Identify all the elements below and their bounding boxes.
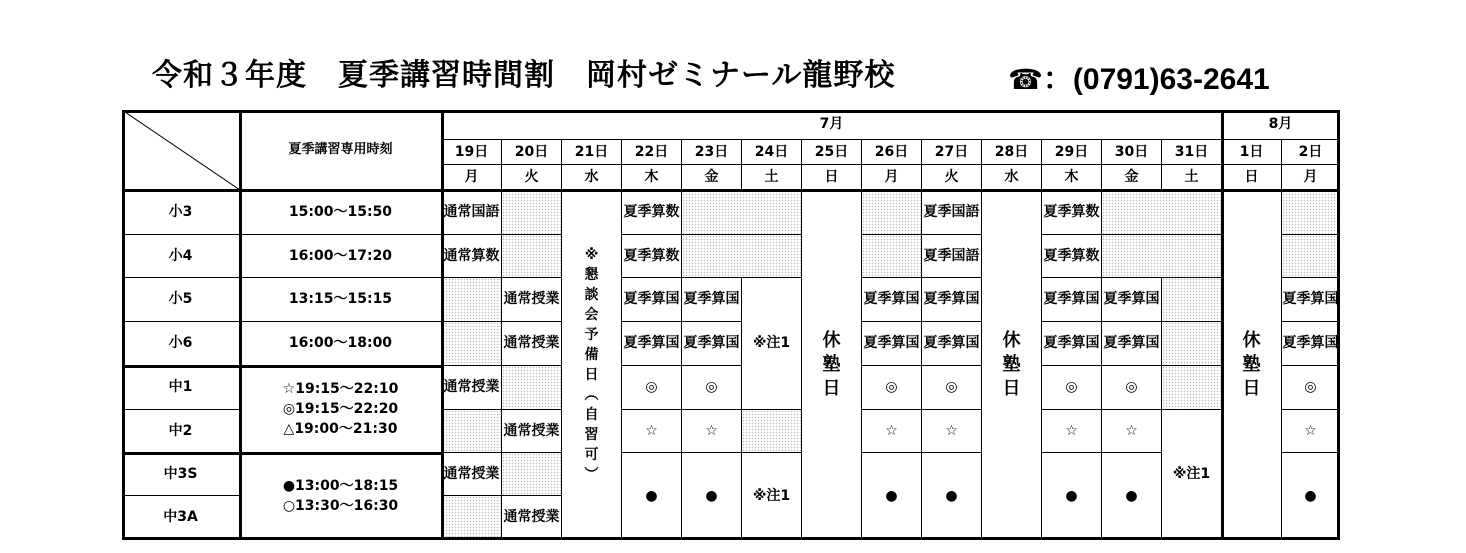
grade-label xyxy=(122,453,240,496)
telephone-icon: ☎ xyxy=(1008,63,1043,96)
cell-text: ● xyxy=(1304,487,1317,504)
cell-text: ◎ xyxy=(1125,379,1138,395)
cell-text: ◎ xyxy=(645,379,658,395)
cell-text: ☆ xyxy=(1304,422,1317,439)
cell-text: 夏季 xyxy=(1043,291,1072,307)
cell-text: 算数 xyxy=(1071,203,1100,220)
cell-text: 小6 xyxy=(168,335,193,351)
class-cell xyxy=(922,278,982,322)
table-cell xyxy=(1162,366,1222,410)
cell-text: ●13:00～18:15 xyxy=(282,478,399,494)
date-header xyxy=(862,140,922,165)
date-header xyxy=(1222,140,1282,165)
cell-text: 25日 xyxy=(814,143,849,160)
class-cell xyxy=(442,453,502,496)
cell-text: 16:00～18:00 xyxy=(288,335,393,351)
cell-text: 夏季 xyxy=(1103,335,1132,351)
page-title: 令和３年度 夏季講習時間割 岡村ゼミナール龍野校 xyxy=(152,58,896,93)
cell-text: 授業 xyxy=(471,465,500,482)
class-cell xyxy=(622,453,682,540)
cell-text: 日 xyxy=(1002,377,1021,399)
cell-text: 授業 xyxy=(471,379,500,395)
cell-text: 休 xyxy=(1002,329,1021,351)
cell-text: 木 xyxy=(1064,168,1079,185)
cell-text: 授業 xyxy=(531,422,560,439)
cell-text: 通常 xyxy=(443,203,472,220)
date-header xyxy=(682,140,742,165)
cell-text: 金 xyxy=(1124,168,1139,185)
weekday-header xyxy=(922,165,982,190)
cell-text: ● xyxy=(705,487,718,504)
cell-text: ☆19:15～22:10 xyxy=(282,381,399,397)
class-cell xyxy=(622,410,682,453)
cell-text: 夏季講習専用時刻 xyxy=(288,142,393,157)
cell-text: 夏季 xyxy=(623,247,652,264)
cell-text: 算国 xyxy=(1310,335,1339,351)
class-cell xyxy=(622,190,682,235)
cell-text: 月 xyxy=(464,168,479,185)
cell-text: ◎ xyxy=(945,379,958,395)
cell-text: 水 xyxy=(584,168,599,185)
cell-text: 金 xyxy=(704,168,719,185)
table-cell xyxy=(862,235,922,278)
table-cell xyxy=(1102,190,1222,235)
conference-reserve-day xyxy=(562,190,622,540)
class-cell xyxy=(922,366,982,410)
cell-text: 塾 xyxy=(1002,353,1021,375)
closed-day xyxy=(982,190,1042,540)
cell-text: 夏季 xyxy=(923,291,952,307)
class-cell xyxy=(502,278,562,322)
cell-text: 夏季 xyxy=(863,335,892,351)
class-cell xyxy=(682,453,742,540)
cell-text: 火 xyxy=(524,168,539,185)
cell-text: 24日 xyxy=(754,143,789,160)
time-slot xyxy=(240,235,442,278)
cell-text: 日 xyxy=(822,377,841,399)
cell-text: 夏季 xyxy=(1282,291,1311,307)
time-slot xyxy=(240,278,442,322)
date-header xyxy=(442,140,502,165)
table-cell xyxy=(682,190,802,235)
cell-text: 中3S xyxy=(163,465,198,482)
class-cell xyxy=(682,366,742,410)
cell-text: ☆ xyxy=(1065,422,1078,439)
cell-text: 国語 xyxy=(951,203,980,220)
grade-label xyxy=(122,190,240,235)
table-cell xyxy=(502,366,562,410)
cell-text: 日 xyxy=(1244,168,1259,185)
thick-divider xyxy=(1221,110,1224,540)
cell-text: ● xyxy=(885,487,898,504)
month-header-july xyxy=(442,110,1222,140)
class-cell xyxy=(622,322,682,366)
cell-text: 塾 xyxy=(822,353,841,375)
class-cell xyxy=(862,278,922,322)
class-cell xyxy=(862,410,922,453)
time-slot xyxy=(240,190,442,235)
cell-text: 通常 xyxy=(443,379,472,395)
cell-text: 夏季 xyxy=(623,335,652,351)
class-cell xyxy=(922,235,982,278)
corner-diagonal-cell xyxy=(122,110,240,190)
cell-text: 23日 xyxy=(694,143,729,160)
cell-text: 通常 xyxy=(443,247,472,264)
cell-text: 通常 xyxy=(443,465,472,482)
cell-text: 算国 xyxy=(1071,335,1100,351)
weekday-header xyxy=(742,165,802,190)
cell-text: 算国 xyxy=(951,335,980,351)
date-header xyxy=(622,140,682,165)
cell-text: ☆ xyxy=(1125,422,1138,439)
cell-text: 算国 xyxy=(1071,291,1100,307)
cell-text: 算数 xyxy=(651,247,680,264)
cell-text: 30日 xyxy=(1114,143,1149,160)
cell-text: 木 xyxy=(644,168,659,185)
cell-text: 算国 xyxy=(1131,291,1160,307)
class-cell xyxy=(1102,453,1162,540)
weekday-header xyxy=(1042,165,1102,190)
class-cell xyxy=(922,190,982,235)
cell-text: 通常 xyxy=(503,509,532,525)
class-cell xyxy=(1042,190,1102,235)
class-cell xyxy=(502,496,562,540)
table-cell xyxy=(502,190,562,235)
weekday-header xyxy=(622,165,682,190)
date-header xyxy=(982,140,1042,165)
table-cell xyxy=(442,410,502,453)
date-header xyxy=(802,140,862,165)
cell-text: ◎ xyxy=(885,379,898,395)
cell-text: ● xyxy=(645,487,658,504)
cell-text: 予 xyxy=(584,326,599,343)
time-column-header xyxy=(240,110,442,190)
class-cell xyxy=(442,190,502,235)
cell-text: △19:00～21:30 xyxy=(283,421,398,437)
cell-text: ● xyxy=(945,487,958,504)
cell-text: 中3A xyxy=(163,509,198,525)
cell-text: ● xyxy=(1125,487,1138,504)
cell-text: 28日 xyxy=(994,143,1029,160)
date-header xyxy=(1282,140,1340,165)
cell-text: 夏季 xyxy=(623,291,652,307)
table-cell xyxy=(862,190,922,235)
class-cell xyxy=(442,366,502,410)
cell-text: 8月 xyxy=(1268,116,1293,132)
diagonal-line xyxy=(122,110,240,190)
class-cell xyxy=(1042,278,1102,322)
cell-text: ※ xyxy=(584,246,599,263)
weekday-header xyxy=(1162,165,1222,190)
class-cell xyxy=(1282,453,1340,540)
cell-text: 授業 xyxy=(531,291,560,307)
cell-text: 小4 xyxy=(168,247,193,264)
cell-text: 算国 xyxy=(711,335,740,351)
cell-text: 日 xyxy=(1242,377,1261,399)
cell-text: 談 xyxy=(584,286,599,303)
class-cell xyxy=(622,278,682,322)
date-header xyxy=(1042,140,1102,165)
cell-text: 31日 xyxy=(1174,143,1209,160)
cell-text: ☆ xyxy=(705,422,718,439)
cell-text: ※注1 xyxy=(1172,466,1211,482)
cell-text: ◎ xyxy=(705,379,718,395)
closed-day xyxy=(1222,190,1282,540)
cell-text: ※注1 xyxy=(752,335,791,351)
class-cell xyxy=(1042,453,1102,540)
class-cell xyxy=(1282,322,1340,366)
cell-text: 19日 xyxy=(454,143,489,160)
cell-text: 土 xyxy=(1184,168,1199,185)
cell-text: 懇 xyxy=(584,266,599,283)
cell-text: 16:00～17:20 xyxy=(288,247,393,264)
cell-text: 27日 xyxy=(934,143,969,160)
cell-text: ○13:30～16:30 xyxy=(282,498,399,514)
class-cell xyxy=(1042,366,1102,410)
class-cell xyxy=(502,410,562,453)
date-header xyxy=(502,140,562,165)
cell-text: 1日 xyxy=(1239,143,1264,160)
class-cell xyxy=(622,366,682,410)
cell-text: 算国 xyxy=(651,291,680,307)
phone-number-text: ：(0791)63-2641 xyxy=(1042,63,1270,96)
grade-label xyxy=(122,410,240,453)
date-header xyxy=(922,140,982,165)
cell-text: ☆ xyxy=(645,422,658,439)
class-cell xyxy=(862,366,922,410)
class-cell xyxy=(442,235,502,278)
cell-text: 授業 xyxy=(531,509,560,525)
cell-text: 小5 xyxy=(168,291,193,307)
table-cell xyxy=(1282,235,1340,278)
cell-text: 算国 xyxy=(891,335,920,351)
weekday-header xyxy=(802,165,862,190)
cell-text: ◎ xyxy=(1065,379,1078,395)
class-cell xyxy=(682,278,742,322)
cell-text: 算国 xyxy=(711,291,740,307)
cell-text: ☆ xyxy=(885,422,898,439)
cell-text: 夏季 xyxy=(1282,335,1311,351)
table-cell xyxy=(742,410,802,453)
class-cell xyxy=(1102,410,1162,453)
table-cell xyxy=(442,496,502,540)
cell-text: 夏季 xyxy=(1043,203,1072,220)
cell-text: 夏季 xyxy=(1043,247,1072,264)
class-cell xyxy=(1102,322,1162,366)
cell-text: 習 xyxy=(584,426,599,443)
table-cell xyxy=(1162,322,1222,366)
cell-text: 中1 xyxy=(168,379,193,395)
cell-text: 夏季 xyxy=(923,335,952,351)
cell-text: 中2 xyxy=(168,422,193,439)
class-cell xyxy=(862,322,922,366)
weekday-header xyxy=(562,165,622,190)
cell-text: 2日 xyxy=(1298,143,1323,160)
grade-label xyxy=(122,366,240,410)
cell-text: 可 xyxy=(584,446,599,463)
cell-text: 火 xyxy=(944,168,959,185)
cell-text: 月 xyxy=(884,168,899,185)
cell-text: 自 xyxy=(584,406,599,423)
cell-text: 土 xyxy=(764,168,779,185)
cell-text: 22日 xyxy=(634,143,669,160)
cell-text: 国語 xyxy=(951,247,980,264)
class-cell xyxy=(922,410,982,453)
table-cell xyxy=(682,235,802,278)
note-cell xyxy=(742,453,802,540)
weekday-header xyxy=(1222,165,1282,190)
cell-text: 月 xyxy=(1303,168,1318,185)
cell-text: 夏季 xyxy=(863,291,892,307)
weekday-header xyxy=(1102,165,1162,190)
cell-text: 通常 xyxy=(503,291,532,307)
cell-text: 13:15～15:15 xyxy=(288,291,393,307)
weekday-header xyxy=(982,165,1042,190)
class-cell xyxy=(922,453,982,540)
cell-text: 算数 xyxy=(1071,247,1100,264)
time-slot xyxy=(240,322,442,366)
class-cell xyxy=(1102,278,1162,322)
date-header xyxy=(742,140,802,165)
thick-divider xyxy=(441,110,444,540)
cell-text: 算国 xyxy=(951,291,980,307)
cell-text: 15:00～15:50 xyxy=(288,203,393,220)
weekday-header xyxy=(502,165,562,190)
weekday-header xyxy=(1282,165,1340,190)
cell-text: ● xyxy=(1065,487,1078,504)
cell-text: 水 xyxy=(1004,168,1019,185)
cell-text: 算国 xyxy=(1131,335,1160,351)
cell-text: 20日 xyxy=(514,143,549,160)
cell-text: 日 xyxy=(584,366,599,383)
cell-text: 21日 xyxy=(574,143,609,160)
cell-text: 休 xyxy=(822,329,841,351)
cell-text: 備 xyxy=(584,346,599,363)
cell-text: 授業 xyxy=(531,335,560,351)
cell-text: 26日 xyxy=(874,143,909,160)
cell-text: ◎19:15～22:20 xyxy=(282,401,399,417)
grade-label xyxy=(122,278,240,322)
class-cell xyxy=(922,322,982,366)
thick-divider xyxy=(122,365,442,368)
cell-text: ︵ xyxy=(584,386,599,403)
cell-text: 夏季 xyxy=(683,335,712,351)
cell-text: 夏季 xyxy=(1103,291,1132,307)
cell-text: ☆ xyxy=(945,422,958,439)
cell-text: 夏季 xyxy=(683,291,712,307)
table-cell xyxy=(1282,190,1340,235)
closed-day xyxy=(802,190,862,540)
class-cell xyxy=(1042,410,1102,453)
month-header-august xyxy=(1222,110,1340,140)
thick-divider xyxy=(239,110,242,540)
class-cell xyxy=(622,235,682,278)
cell-text: 休 xyxy=(1242,329,1261,351)
cell-text: ◎ xyxy=(1304,379,1317,395)
note-cell xyxy=(742,278,802,410)
cell-text: 夏季 xyxy=(623,203,652,220)
class-cell xyxy=(1282,278,1340,322)
class-cell xyxy=(1042,322,1102,366)
grade-label xyxy=(122,235,240,278)
class-cell xyxy=(1282,410,1340,453)
note-cell xyxy=(1162,410,1222,540)
time-slot xyxy=(240,366,442,453)
date-header xyxy=(1102,140,1162,165)
table-cell xyxy=(1162,278,1222,322)
cell-text: 会 xyxy=(584,306,599,323)
table-cell xyxy=(502,453,562,496)
date-header xyxy=(562,140,622,165)
cell-text: 算数 xyxy=(471,247,500,264)
cell-text: 国語 xyxy=(471,203,500,220)
cell-text: 夏季 xyxy=(923,247,952,264)
cell-text: 塾 xyxy=(1242,353,1261,375)
class-cell xyxy=(1102,366,1162,410)
date-header xyxy=(1162,140,1222,165)
class-cell xyxy=(682,410,742,453)
cell-text: 夏季 xyxy=(923,203,952,220)
grade-label xyxy=(122,322,240,366)
cell-text: 通常 xyxy=(503,422,532,439)
cell-text: 算数 xyxy=(651,203,680,220)
weekday-header xyxy=(442,165,502,190)
cell-text: 夏季 xyxy=(1043,335,1072,351)
cell-text: 29日 xyxy=(1054,143,1089,160)
class-cell xyxy=(502,322,562,366)
weekday-header xyxy=(862,165,922,190)
weekday-header xyxy=(682,165,742,190)
class-cell xyxy=(682,322,742,366)
class-cell xyxy=(1282,366,1340,410)
class-cell xyxy=(1042,235,1102,278)
cell-text: 7月 xyxy=(819,116,844,132)
class-cell xyxy=(862,453,922,540)
table-cell xyxy=(442,278,502,322)
thick-divider xyxy=(122,189,1340,192)
table-cell xyxy=(1102,235,1222,278)
thick-divider xyxy=(122,452,442,455)
time-slot xyxy=(240,453,442,540)
grade-label xyxy=(122,496,240,540)
cell-text: 算国 xyxy=(891,291,920,307)
cell-text: 通常 xyxy=(503,335,532,351)
cell-text: 算国 xyxy=(651,335,680,351)
table-cell xyxy=(502,235,562,278)
cell-text: 小3 xyxy=(168,203,193,220)
cell-text: 日 xyxy=(824,168,839,185)
table-cell xyxy=(442,322,502,366)
cell-text: 算国 xyxy=(1310,291,1339,307)
cell-text: ︶ xyxy=(584,466,599,483)
cell-text: ※注1 xyxy=(752,487,791,504)
